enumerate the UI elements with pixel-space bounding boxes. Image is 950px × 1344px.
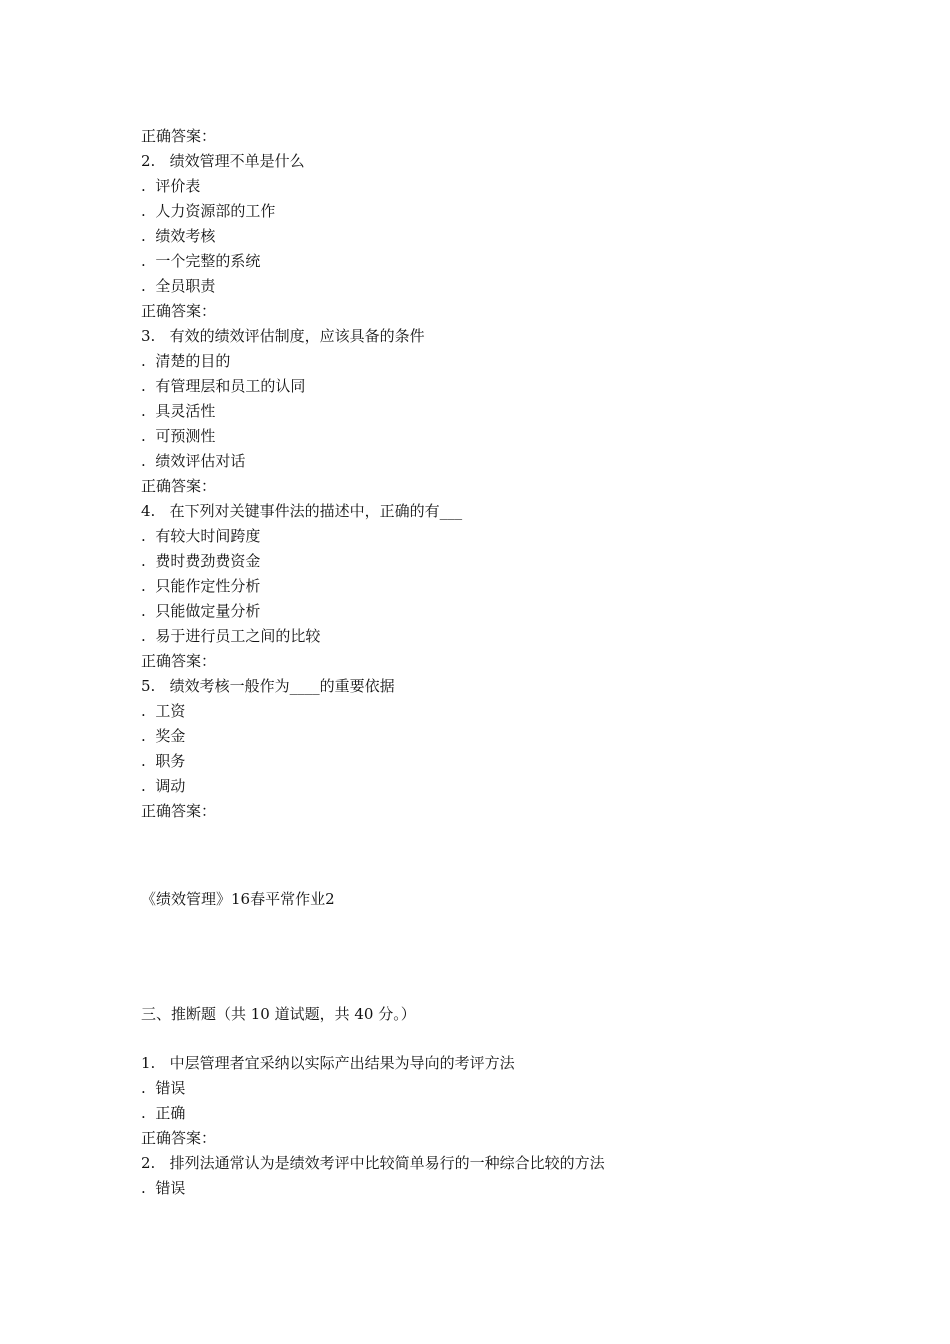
document-title: 《绩效管理》16春平常作业2: [141, 890, 335, 908]
answer-option: . 具灵活性: [141, 399, 901, 424]
question-text: 1. 中层管理者宜采纳以实际产出结果为导向的考评方法: [141, 1054, 515, 1072]
answer-option: . 工资: [141, 699, 901, 724]
question-text: 2. 绩效管理不单是什么: [141, 152, 305, 170]
question-text: 2. 排列法通常认为是绩效考评中比较简单易行的一种综合比较的方法: [141, 1154, 605, 1172]
correct-answer-label: 正确答案：: [141, 802, 217, 820]
answer-option: . 错误: [141, 1076, 901, 1101]
spacer: [141, 1027, 901, 1051]
answer-option: . 正确: [141, 1101, 901, 1126]
question-text: 3. 有效的绩效评估制度，应该具备的条件: [141, 327, 425, 345]
correct-answer-label: 正确答案：: [141, 1129, 217, 1147]
answer-option: . 只能做定量分析: [141, 599, 901, 624]
section-multiple-choice: [141, 124, 901, 824]
correct-answer-label: 正确答案：: [141, 477, 217, 495]
answer-option: . 一个完整的系统: [141, 249, 901, 274]
spacer: [141, 912, 901, 1002]
answer-option: . 有较大时间跨度: [141, 524, 901, 549]
section-true-false: [141, 1051, 901, 1201]
spacer: [141, 824, 901, 887]
document-page: [141, 124, 901, 1201]
answer-option: . 评价表: [141, 174, 901, 199]
answer-option: . 可预测性: [141, 424, 901, 449]
answer-option: . 费时费劲费资金: [141, 549, 901, 574]
correct-answer-label: 正确答案：: [141, 302, 217, 320]
answer-option: . 职务: [141, 749, 901, 774]
question-text: 4. 在下列对关键事件法的描述中，正确的有___: [141, 502, 463, 520]
answer-option: . 绩效考核: [141, 224, 901, 249]
answer-option: . 只能作定性分析: [141, 574, 901, 599]
question-text: 5. 绩效考核一般作为____的重要依据: [141, 677, 395, 695]
answer-option: . 绩效评估对话: [141, 449, 901, 474]
answer-option: . 全员职责: [141, 274, 901, 299]
answer-option: . 清楚的目的: [141, 349, 901, 374]
answer-option: . 调动: [141, 774, 901, 799]
answer-option: . 易于进行员工之间的比较: [141, 624, 901, 649]
answer-option: . 错误: [141, 1176, 901, 1201]
answer-option: . 有管理层和员工的认同: [141, 374, 901, 399]
correct-answer-label: 正确答案：: [141, 127, 217, 145]
answer-option: . 奖金: [141, 724, 901, 749]
section-header: 三、推断题（共 10 道试题，共 40 分。）: [141, 1005, 416, 1023]
answer-option: . 人力资源部的工作: [141, 199, 901, 224]
correct-answer-label: 正确答案：: [141, 652, 217, 670]
